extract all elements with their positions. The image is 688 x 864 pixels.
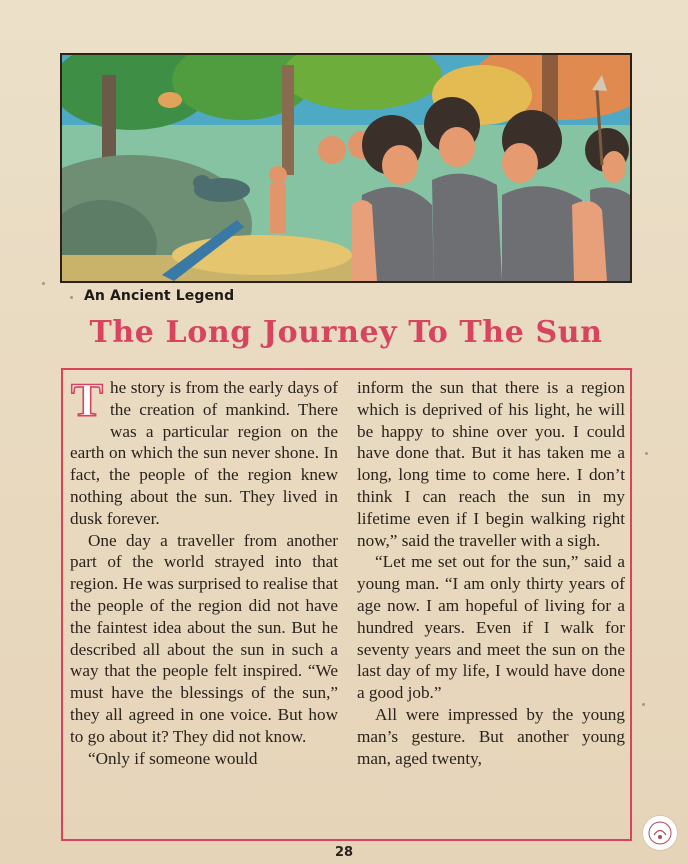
story-title: The Long Journey To The Sun — [89, 315, 603, 350]
story-paragraph: “Only if someone would — [88, 748, 258, 768]
story-paragraph: One day a traveller from another part of the world strayed into that region. He was surprised to realise that the people of the region did not have the faintest idea about the sun. But he described all about the sun in such a way that the people felt inspired. “We must have the blessings of the sun,” they all agreed in one voice. But how to go about it? They did not know. — [70, 530, 338, 746]
stamp-emblem-icon — [647, 820, 673, 846]
kicker-label: An Ancient Legend — [84, 288, 235, 304]
paragraph-text: he story is from the early days of the creation of mankind. There was a particular region on the earth on which the sun never shone. In fact, the people of the region knew nothing about the sun. They lived in dusk forever. — [70, 378, 338, 528]
paper-speck — [642, 703, 645, 706]
cavemen-forest-illustration — [62, 55, 630, 281]
paper-speck — [70, 296, 73, 299]
story-illustration — [60, 53, 632, 283]
page-number: 28 — [335, 845, 354, 860]
paper-speck — [42, 282, 45, 285]
story-paragraph: inform the sun that there is a region which is deprived of his light, he will be happy to shine over you. I could have done that. But it has taken me a long, long time to come here. I don’t think I can reach the sun in my lifetime even if I begin walking right now,” said the traveller with a sigh. — [357, 378, 625, 550]
story-paragraph: “Let me set out for the sun,” said a young man. “I am only thirty years of age now. I am hopeful of living for a hundred years. Even if I walk for seventy years and meet the sun on the last day of my life, I would have done a good job.” — [357, 552, 625, 703]
story-column-right — [357, 377, 625, 769]
paper-speck — [645, 452, 648, 455]
story-column-left — [70, 374, 338, 769]
drop-cap: T — [70, 374, 103, 427]
story-paragraph — [70, 374, 338, 530]
library-stamp-icon — [642, 815, 678, 851]
story-paragraph: All were impressed by the young man’s gesture. But another young man, aged twenty, — [357, 704, 625, 768]
story-box — [61, 368, 632, 841]
